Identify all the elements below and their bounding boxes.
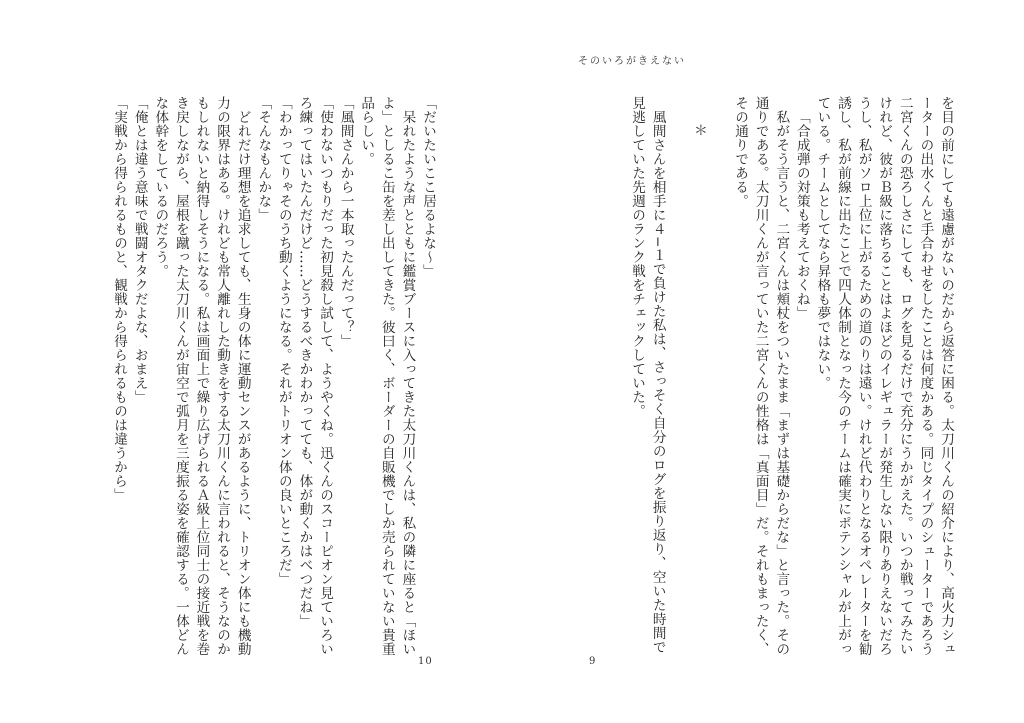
paragraph: 「風間さんから一本取ったんだって？」 <box>337 96 354 348</box>
paragraph: を目の前にしても遠慮がないのだから返答に困る。太刀川くんの紹介により、高火力シューターの出水くんと手合わせをしたことは何度かある。同じタイプのシューターであろう二宮くんの恐ろしさにしても、ログを見るだけで充分にうかがえた。いつか戦ってみたいけれど、彼がＢ級に落ちることはよほどのイレギュラーが発生しない限りありえないだろうし、私がソロ上位に上がるための道のりは遠い。けれど代わりとなるオペレーターを勧誘し、私が前線に出たことで四人体制となった今のチームは確実にポテンシャルが上がっている。チームとしてなら昇格も夢ではない。 <box>814 96 954 656</box>
paragraph: 「そんなもんかな」 <box>255 96 272 222</box>
paragraph: 呆れたような声とともに鑑賞ブースに入ってきた太刀川くんは、私の隣に座ると「ほいよ」としるこ缶を差し出してきた。彼曰く、ボーダーの自販機でしか売られていない貴重品らしい。 <box>358 96 416 656</box>
scene-break: ＊ <box>690 123 707 138</box>
blank-line <box>709 96 730 656</box>
page-number-right: 9 <box>589 656 597 667</box>
running-head: そのいろがきえない <box>578 56 686 67</box>
right-page-text <box>600 96 956 656</box>
paragraph: どれだけ理想を追求しても、生身の体に運動センスがあるように、トリオン体にも機動力の限界はある。けれども常人離れした動きをする太刀川くんに言われると、そうなのかもしれないと納得しそうになる。私は画面上で繰り広げられるＡ級上位同士の接近戦を巻き戻しながら、屋根を蹴った太刀川くんが宙空で弧月を三度振る姿を確認する。一体どんな体幹をしているのだろう。 <box>152 96 251 656</box>
paragraph: 「使わないつもりだった初見殺し試して、ようやくね。迅くんのスコーピオン見ていろいろ練ってはいたんだけど……どうするべきかわかってても、体が動くかはべつだね」 <box>296 96 334 656</box>
paragraph: 「だいたいここ居るよな〜」 <box>420 96 436 278</box>
paragraph: 「合成弾の対策も考えておくね」 <box>793 109 810 320</box>
left-page-text <box>70 96 438 656</box>
paragraph: 風間さんを相手に４−１で負けた私は、さっそく自分のログを振り返り、空いた時間で見逃していた先週のランク戦をチェックしていた。 <box>629 96 666 654</box>
paragraph: 「わかってりゃそのうち動くようになる。それがトリオン体の良いところだ」 <box>275 96 292 586</box>
paragraph: 「俺とは違う意味で戦闘オタクだよな、おまえ」 <box>131 96 148 404</box>
gutter <box>511 0 512 723</box>
paragraph: 「実戦から得られるものと、観戦から得られるものは違うから」 <box>111 96 128 502</box>
page-number-left: 10 <box>418 656 433 667</box>
paragraph: 私がそう言うと、二宮くんは頬杖をついたまま「まずは基礎からだな」と言った。その通りである。太刀川くんが言っていた二宮くんの性格は「真面目」だ。それもまったく、その通りである。 <box>732 96 790 656</box>
blank-line <box>668 96 689 656</box>
